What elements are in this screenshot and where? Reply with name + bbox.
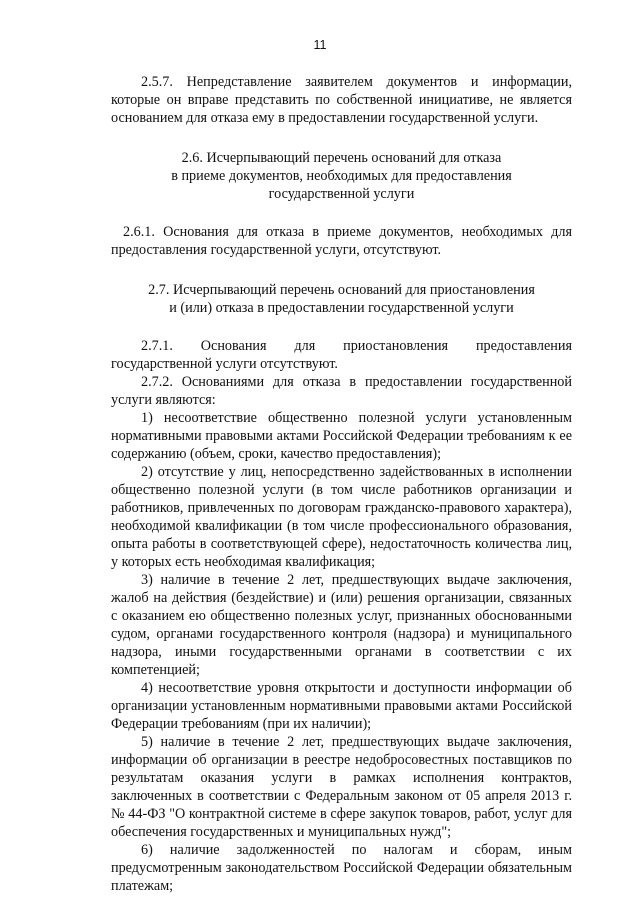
list-item-5: 5) наличие в течение 2 лет, предшествующих выдаче заключения, информации об организации в реестре недобросовестных поставщиков по результатам оказания услуги в рамках исполнения контрактов, заключенных в соответствии с Федеральным законом от 05 апреля 2013 г. № 44-ФЗ "О контрактной системе в сфере закупок товаров, работ, услуг для обеспечения государственных и муниципальных нужд";: [111, 734, 572, 840]
list-item-2: 2) отсутствие у лиц, непосредственно задействованных в исполнении общественно полезной услуги (в том числе работников организации и работников, привлеченных по договорам гражданско-правового характера), необходимой квалификации (в том числе профессионального образования, опыта работы в соответствующей сфере), недостаточность количества лиц, у которых есть необходимая квалификация;: [111, 464, 572, 570]
paragraph-2-6-1: 2.6.1. Основания для отказа в приеме документов, необходимых для предоставления государственной услуги, отсутствуют.: [111, 224, 572, 258]
heading-line: 2.6. Исчерпывающий перечень оснований для отказа: [181, 150, 502, 166]
heading-line: государственной услуги: [268, 186, 415, 202]
list-item-4: 4) несоответствие уровня открытости и доступности информации об организации установленным нормативными правовыми актами Российской Федерации требованиям (при их наличии);: [111, 680, 572, 732]
page-number: 11: [313, 38, 327, 52]
heading-line: и (или) отказа в предоставлении государственной услуги: [169, 300, 514, 316]
paragraph-2-5-7: 2.5.7. Непредставление заявителем документов и информации, которые он вправе представить по собственной инициативе, не является основанием для отказа ему в предоставлении государственной услуги.: [111, 74, 572, 126]
paragraph-2-7-1: 2.7.1. Основания для приостановления предоставления государственной услуги отсутствуют.: [111, 338, 572, 372]
document-body: [111, 73, 572, 895]
section-heading-2-6: [111, 149, 572, 203]
list-item-1: 1) несоответствие общественно полезной услуги установленным нормативными правовыми актами Российской Федерации требованиям к ее содержанию (объем, сроки, качество предоставления);: [111, 410, 572, 462]
list-item-6: 6) наличие задолженностей по налогам и сборам, иным предусмотренным законодательством Российской Федерации обязательным платежам;: [111, 842, 572, 894]
heading-line: 2.7. Исчерпывающий перечень оснований для приостановления: [148, 282, 535, 298]
heading-line: в приеме документов, необходимых для предоставления: [171, 168, 512, 184]
section-heading-2-7: [111, 281, 572, 317]
paragraph-2-7-2: 2.7.2. Основаниями для отказа в предоставлении государственной услуги являются:: [111, 374, 572, 408]
list-item-3: 3) наличие в течение 2 лет, предшествующих выдаче заключения, жалоб на действия (бездействие) и (или) решения организации, связанных с оказанием ею общественно полезных услуг, признанных обоснованными судом, органами государственного контроля (надзора) и муниципального надзора, иными государственными органами в соответствии с их компетенцией;: [111, 572, 572, 678]
